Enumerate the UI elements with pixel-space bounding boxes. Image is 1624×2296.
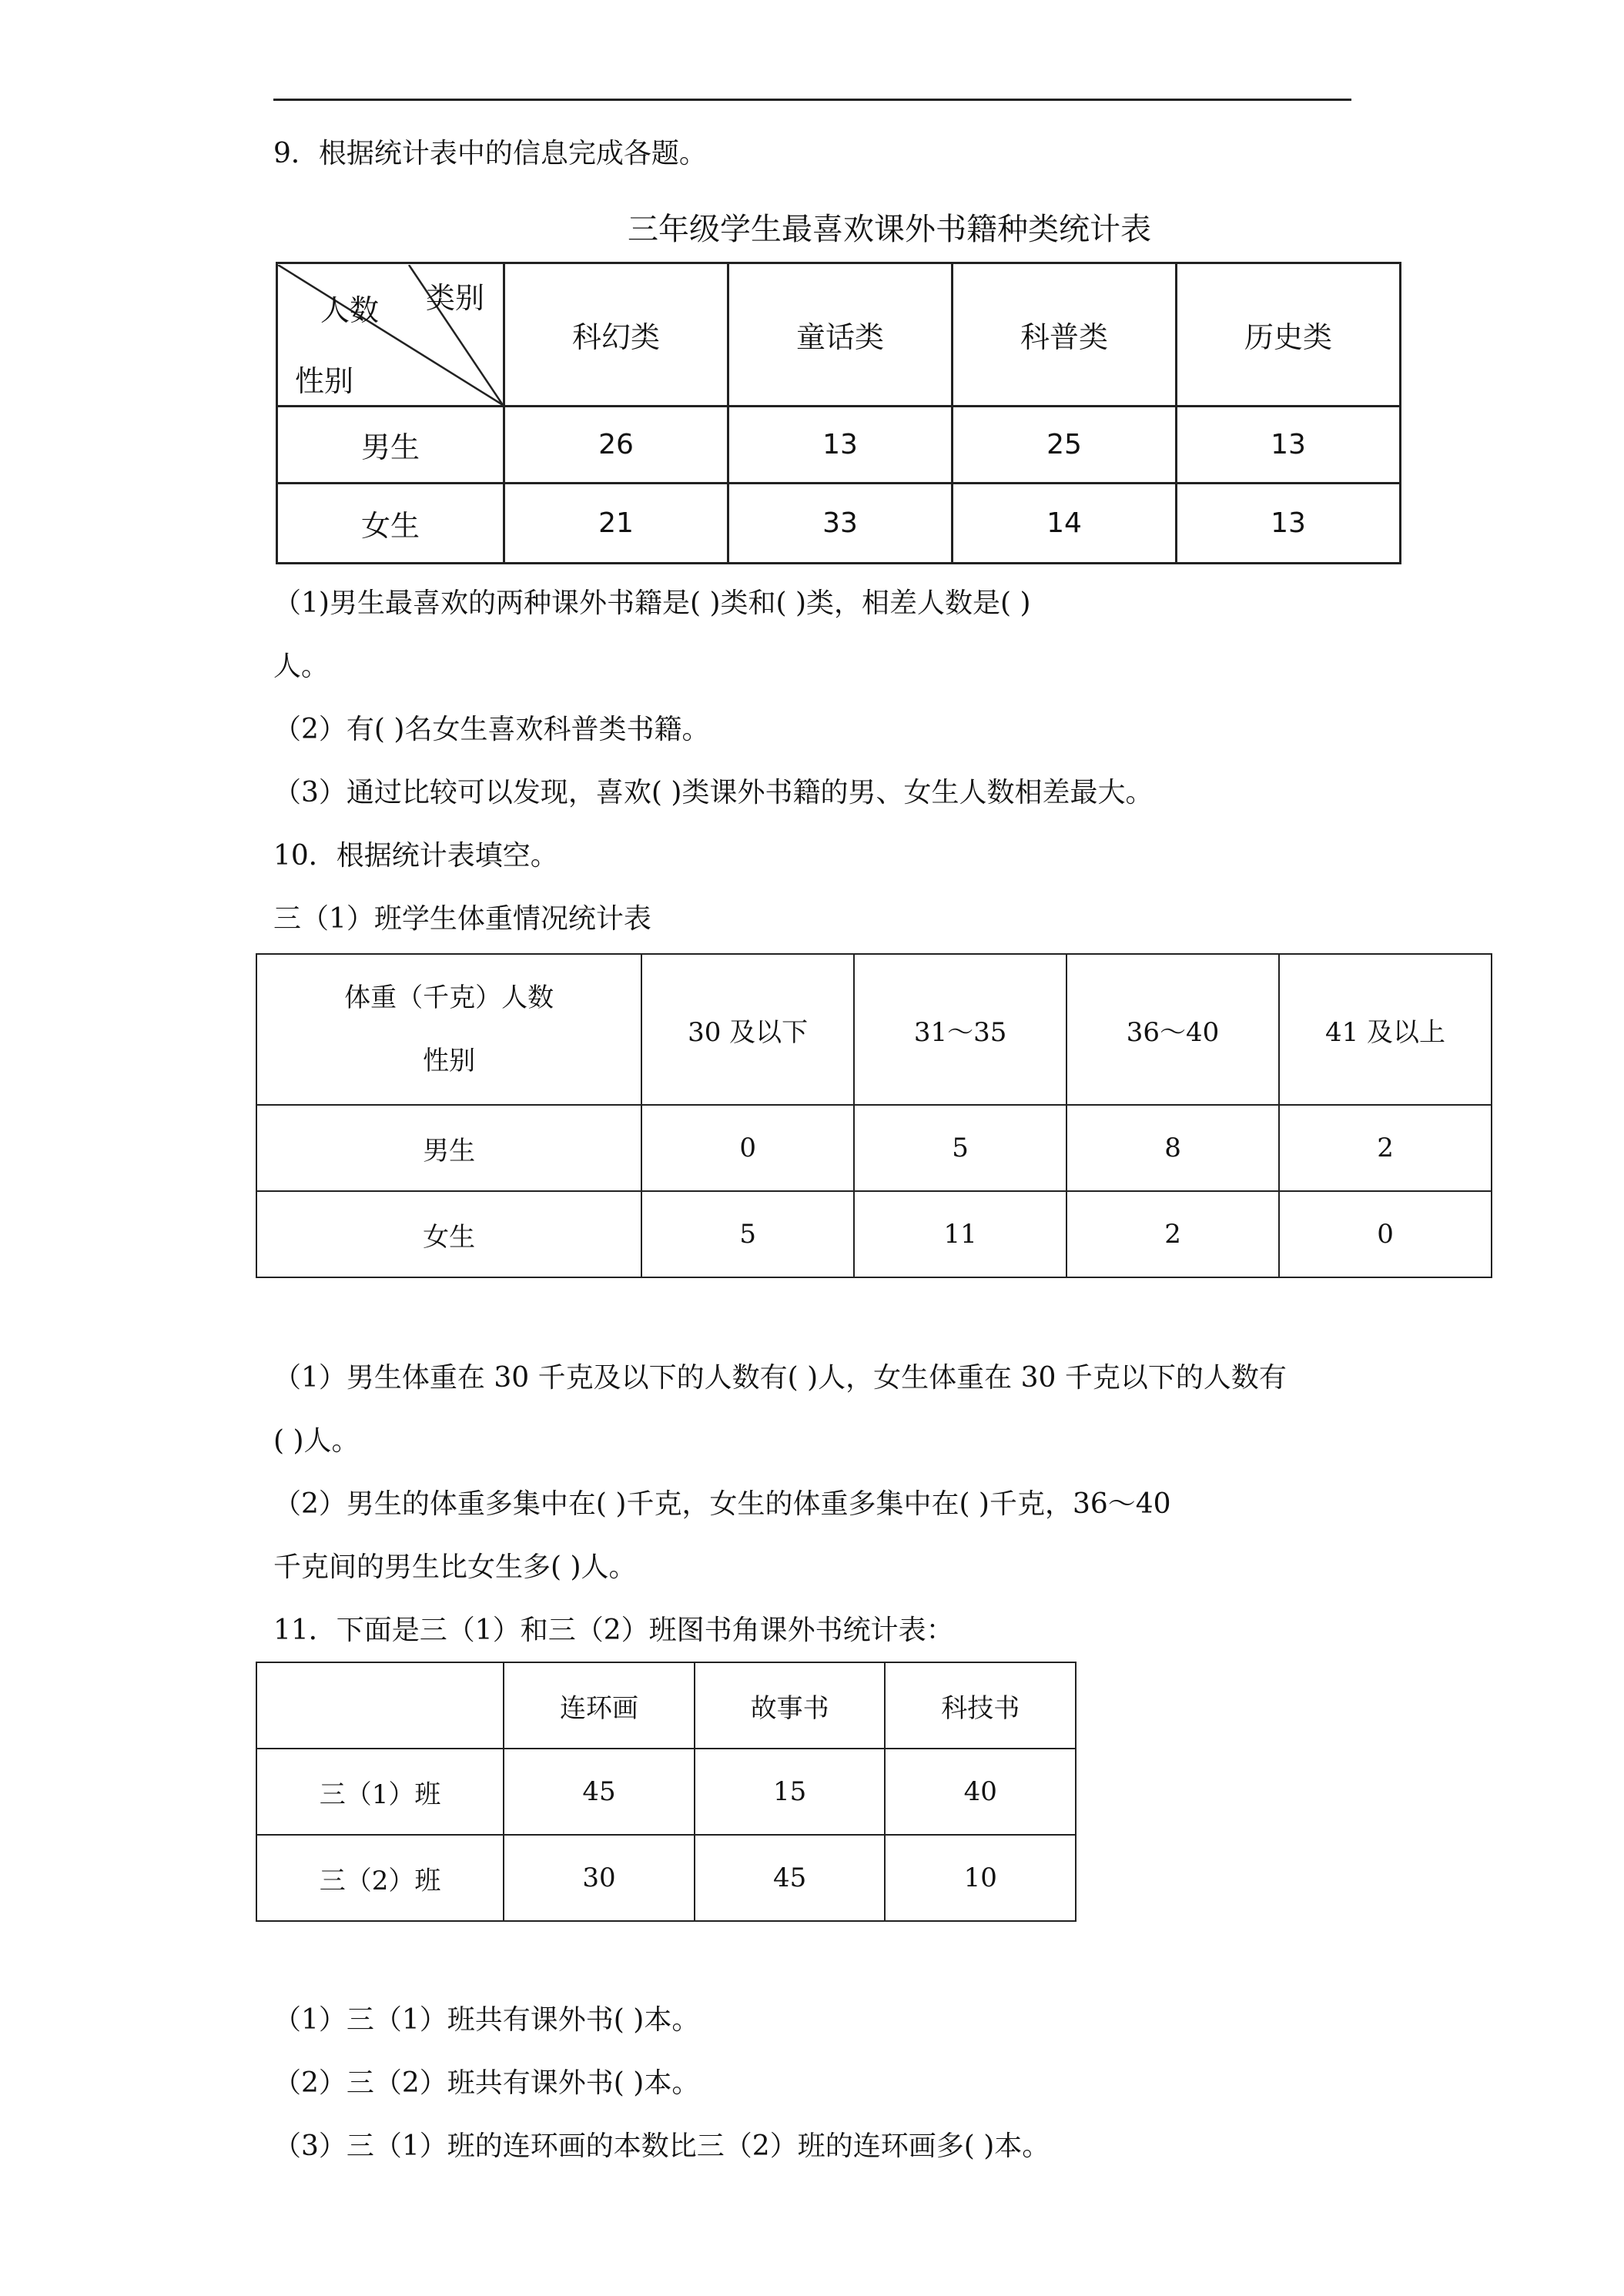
q9-col-header: 童话类 (728, 263, 953, 407)
table-cell: 45 (504, 1749, 695, 1835)
table-cell: 5 (641, 1191, 854, 1277)
table-row (256, 1835, 1076, 1921)
q11-row-label: 三（1）班 (256, 1749, 504, 1835)
table-row (256, 1105, 1492, 1191)
q9-table (276, 262, 1401, 564)
q11-row-label: 三（2）班 (256, 1835, 504, 1921)
q9-table-title: 三年级学生最喜欢课外书籍种类统计表 (628, 212, 1151, 247)
table-cell: 21 (504, 484, 728, 564)
q9-corner-gender: 性别 (295, 363, 354, 398)
table-cell: 13 (1177, 407, 1401, 484)
q11-subquestion-3: （3）三（1）班的连环画的本数比三（2）班的连环画多( )本。 (273, 2130, 1050, 2162)
q10-table (256, 953, 1492, 1278)
q10-col-header: 30 及以下 (641, 954, 854, 1105)
q11-corner-cell (256, 1662, 504, 1749)
table-cell: 10 (885, 1835, 1076, 1921)
q11-col-header: 科技书 (885, 1662, 1076, 1749)
table-cell: 14 (953, 484, 1177, 564)
table-row (277, 407, 1401, 484)
q10-corner-line2: 性别 (423, 1046, 476, 1076)
q10-row-label: 女生 (256, 1191, 641, 1277)
table-cell: 26 (504, 407, 728, 484)
table-cell: 0 (641, 1105, 854, 1191)
q11-col-header: 故事书 (695, 1662, 886, 1749)
q10-table-title: 三（1）班学生体重情况统计表 (273, 903, 651, 935)
q9-subquestion-1-cont: 人。 (273, 651, 330, 682)
table-cell: 25 (953, 407, 1177, 484)
q9-prompt: 9．根据统计表中的信息完成各题。 (273, 138, 707, 169)
q11-subquestion-2: （2）三（2）班共有课外书( )本。 (273, 2067, 700, 2099)
table-cell: 45 (695, 1835, 886, 1921)
table-row (277, 484, 1401, 564)
q10-subquestion-2-cont: 千克间的男生比女生多( )人。 (273, 1551, 637, 1583)
q9-row-label: 男生 (277, 407, 504, 484)
table-cell: 33 (728, 484, 953, 564)
q9-subquestion-1: （1)男生最喜欢的两种课外书籍是( )类和( )类，相差人数是( ) (273, 587, 1031, 619)
q10-row-label: 男生 (256, 1105, 641, 1191)
table-cell: 40 (885, 1749, 1076, 1835)
table-cell: 5 (854, 1105, 1066, 1191)
q9-corner-count: 人数 (320, 293, 380, 327)
table-row (256, 1191, 1492, 1277)
q9-corner-category: 类别 (426, 280, 485, 315)
q9-col-header: 历史类 (1177, 263, 1401, 407)
table-cell: 0 (1279, 1191, 1492, 1277)
q11-prompt: 11．下面是三（1）和三（2）班图书角课外书统计表： (273, 1615, 954, 1646)
table-cell: 13 (1177, 484, 1401, 564)
q10-subquestion-1: （1）男生体重在 30 千克及以下的人数有( )人，女生体重在 30 千克以下的人数有 (273, 1362, 1287, 1394)
q9-corner-cell (277, 263, 504, 407)
table-cell: 15 (695, 1749, 886, 1835)
q10-subquestion-1-cont: ( )人。 (273, 1425, 360, 1457)
table-cell: 13 (728, 407, 953, 484)
q9-col-header: 科普类 (953, 263, 1177, 407)
table-cell: 2 (1066, 1191, 1279, 1277)
q9-row-label: 女生 (277, 484, 504, 564)
q9-subquestion-2: （2）有( )名女生喜欢科普类书籍。 (273, 714, 710, 745)
table-row (256, 1749, 1076, 1835)
q11-subquestion-1: （1）三（1）班共有课外书( )本。 (273, 2004, 700, 2036)
table-cell: 30 (504, 1835, 695, 1921)
q10-col-header: 41 及以上 (1279, 954, 1492, 1105)
q10-corner-cell (256, 954, 641, 1105)
header-rule (273, 99, 1351, 101)
q11-table (256, 1662, 1077, 1922)
q9-col-header: 科幻类 (504, 263, 728, 407)
q11-col-header: 连环画 (504, 1662, 695, 1749)
table-cell: 8 (1066, 1105, 1279, 1191)
q10-col-header: 36～40 (1066, 954, 1279, 1105)
q10-subquestion-2: （2）男生的体重多集中在( )千克，女生的体重多集中在( )千克，36～40 (273, 1488, 1171, 1520)
q10-corner-line1: 体重（千克）人数 (344, 982, 554, 1013)
table-cell: 2 (1279, 1105, 1492, 1191)
q10-col-header: 31～35 (854, 954, 1066, 1105)
table-cell: 11 (854, 1191, 1066, 1277)
q9-subquestion-3: （3）通过比较可以发现，喜欢( )类课外书籍的男、女生人数相差最大。 (273, 777, 1154, 808)
q10-prompt: 10．根据统计表填空。 (273, 840, 558, 872)
